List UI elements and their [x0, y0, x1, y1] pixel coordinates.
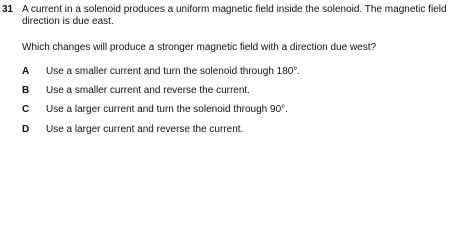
option-a[interactable] — [22, 66, 462, 80]
option-b[interactable] — [22, 85, 462, 99]
question-prompt: Which changes will produce a stronger magnetic field with a direction due west? — [22, 42, 377, 53]
option-text: Use a larger current and reverse the current. — [46, 124, 244, 135]
option-letter: B — [22, 85, 30, 96]
option-c[interactable] — [22, 104, 462, 118]
option-letter: D — [22, 124, 30, 135]
option-text: Use a smaller current and turn the solenoid through 180°. — [46, 66, 301, 77]
question-number: 31 — [2, 4, 14, 15]
option-text: Use a smaller current and reverse the current. — [46, 85, 250, 96]
option-letter: C — [22, 104, 30, 115]
option-text: Use a larger current and turn the solenoid through 90°. — [46, 104, 288, 115]
option-letter: A — [22, 66, 30, 77]
question-stem: A current in a solenoid produces a uniform magnetic field inside the solenoid. The magnetic field direction is due east. — [22, 4, 447, 27]
option-d[interactable] — [22, 124, 462, 138]
